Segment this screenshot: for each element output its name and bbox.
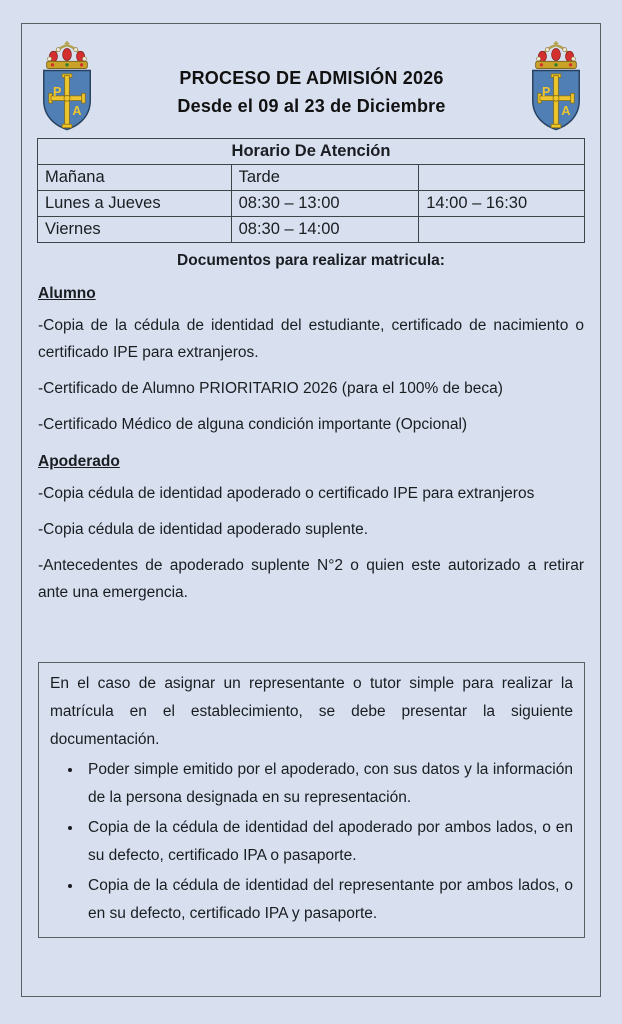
apoderado-item: -Copia cédula de identidad apoderado suplente. bbox=[38, 521, 369, 538]
table-title: Horario De Atención bbox=[38, 139, 585, 165]
table-row bbox=[38, 217, 585, 243]
documents-heading: Documentos para realizar matricula: bbox=[177, 252, 445, 269]
schedule-cell: Tarde bbox=[231, 165, 419, 191]
asturias-crest-icon bbox=[525, 40, 587, 132]
schedule-cell bbox=[419, 217, 585, 243]
schedule-cell: 08:30 – 13:00 bbox=[231, 191, 419, 217]
bullet-item: • Copia de la cédula de identidad del apoderado por ambos lados, o en su defecto, certificado IPA o pasaporte. bbox=[83, 814, 573, 870]
representative-bullet-list bbox=[50, 756, 573, 928]
schedule-table bbox=[37, 138, 585, 243]
alumno-item: -Certificado Médico de alguna condición importante (Opcional) bbox=[38, 416, 468, 433]
schedule-cell: 14:00 – 16:30 bbox=[419, 191, 585, 217]
alumno-item: -Copia de la cédula de identidad del estudiante, certificado de nacimiento o certificado IPE para extranjeros. bbox=[38, 317, 584, 361]
page-subtitle: Desde el 09 al 23 de Diciembre bbox=[177, 96, 446, 116]
title-block bbox=[98, 64, 525, 120]
representative-box bbox=[38, 662, 585, 938]
apoderado-section bbox=[22, 453, 600, 606]
schedule-cell: 08:30 – 14:00 bbox=[231, 217, 419, 243]
apoderado-item: -Copia cédula de identidad apoderado o certificado IPE para extranjeros bbox=[38, 485, 535, 502]
apoderado-item: -Antecedentes de apoderado suplente N°2 o quien este autorizado a retirar ante una emergencia. bbox=[38, 557, 584, 601]
alumno-heading: Alumno bbox=[38, 285, 96, 302]
schedule-cell: Lunes a Jueves bbox=[38, 191, 232, 217]
schedule-cell: Viernes bbox=[38, 217, 232, 243]
bullet-item: • Copia de la cédula de identidad del representante por ambos lados, o en su defecto, certificado IPA y pasaporte. bbox=[83, 872, 573, 928]
table-row bbox=[38, 191, 585, 217]
asturias-crest-icon bbox=[36, 40, 98, 132]
schedule-cell bbox=[419, 165, 585, 191]
table-row bbox=[38, 165, 585, 191]
page-container bbox=[21, 23, 601, 997]
table-row bbox=[38, 139, 585, 165]
alumno-item: -Certificado de Alumno PRIORITARIO 2026 (para el 100% de beca) bbox=[38, 380, 503, 397]
page-title: PROCESO DE ADMISIÓN 2026 bbox=[179, 68, 444, 88]
bullet-item: • Poder simple emitido por el apoderado, con sus datos y la información de la persona designada en su representación. bbox=[83, 756, 573, 812]
apoderado-heading: Apoderado bbox=[38, 453, 120, 470]
schedule-cell: Mañana bbox=[38, 165, 232, 191]
alumno-section bbox=[22, 285, 600, 438]
header bbox=[22, 24, 600, 132]
representative-intro: En el caso de asignar un representante o tutor simple para realizar la matrícula en el establecimiento, se debe presentar la siguiente documentación. bbox=[50, 675, 573, 748]
